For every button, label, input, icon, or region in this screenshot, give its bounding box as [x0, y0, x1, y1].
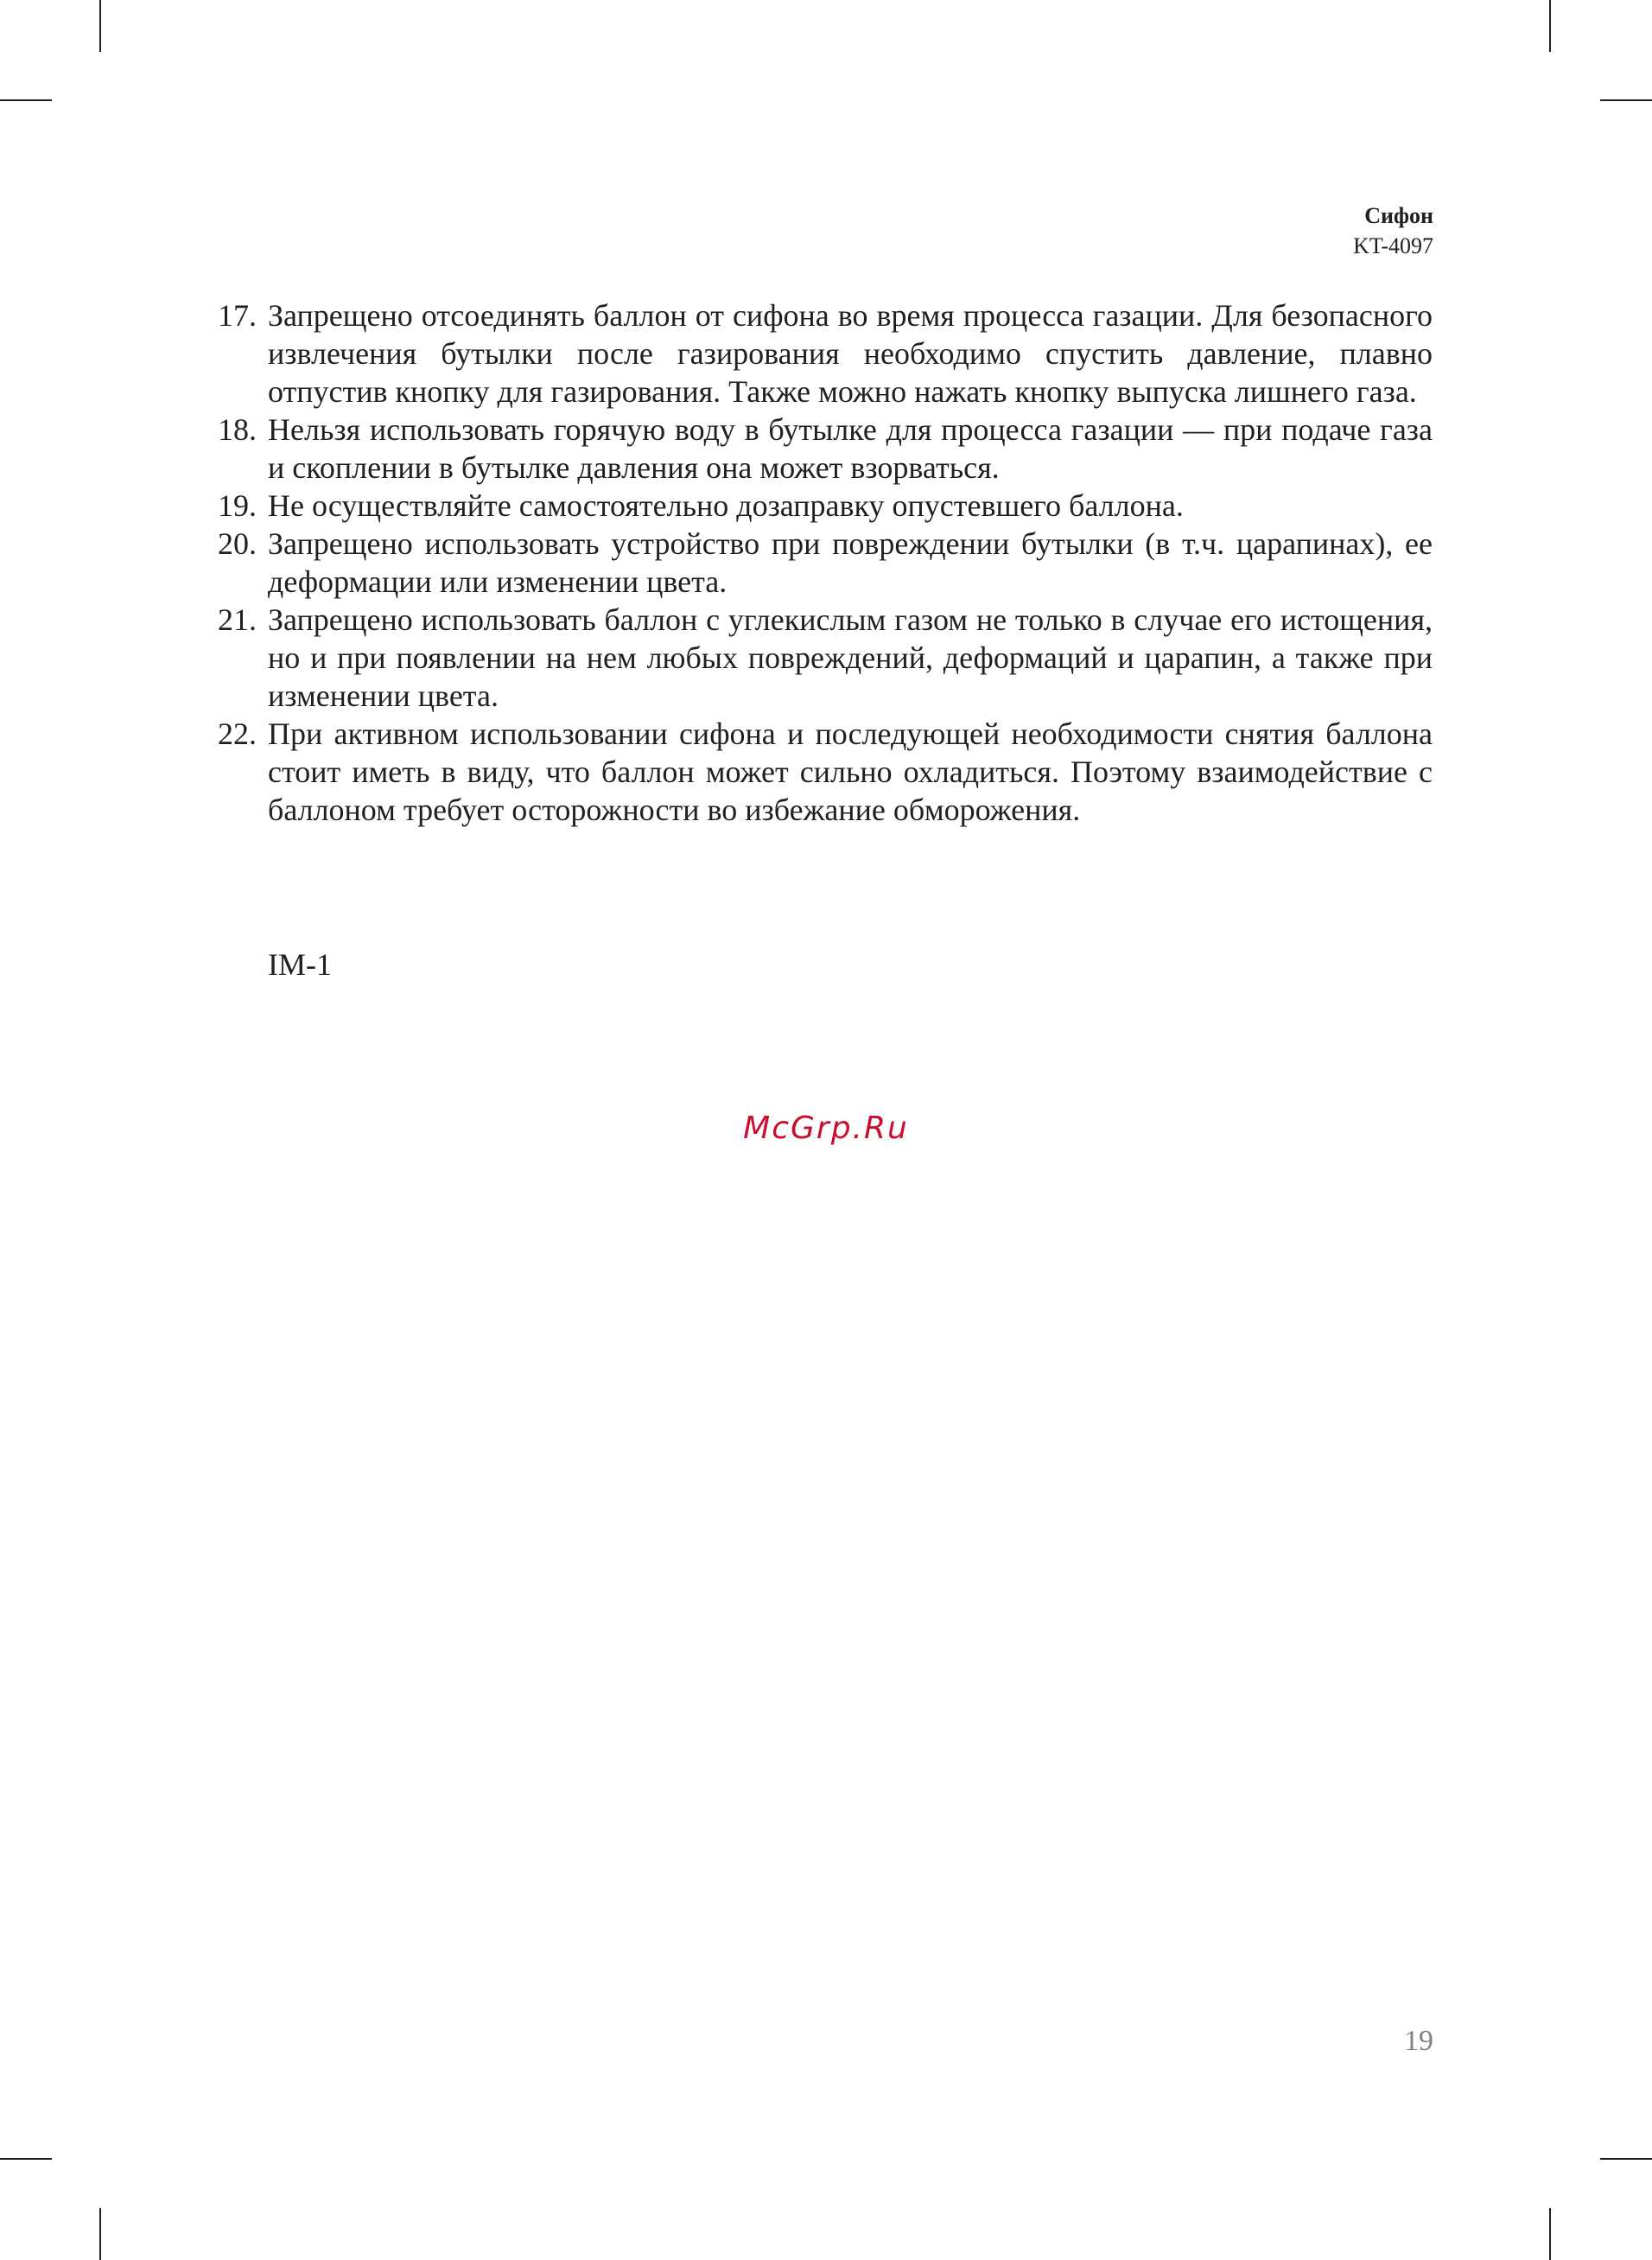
list-item-text: Запрещено использовать баллон с углекислым газом не только в случае его истощения, но и при появлении на нем любых повреждений, деформаций и царапин, а также при изменении цвета.: [268, 602, 1433, 713]
document-code: IM-1: [268, 947, 332, 982]
list-item-text: Запрещено отсоединять баллон от сифона во время процесса газации. Для безопасного извлечения бутылки после газирования необходимо спустить давление, плавно отпустив кнопку для газирования. Также можно нажать кнопку выпуска лишнего газа.: [268, 298, 1433, 409]
crop-mark-top-left: [99, 0, 101, 52]
page-number: 19: [1404, 2025, 1433, 2057]
list-item-text: При активном использовании сифона и последующей необходимости снятия баллона стоит иметь в виду, что баллон может сильно охладиться. Поэтому взаимодействие с баллоном требует осторожности во избежание обморожения.: [268, 716, 1433, 827]
list-item-number: 17.: [218, 298, 257, 333]
crop-mark-left-top: [0, 99, 52, 101]
crop-mark-left-bottom: [0, 2158, 52, 2160]
watermark: McGrp.Ru: [743, 1111, 909, 1146]
crop-mark-bottom-right: [1549, 2208, 1551, 2260]
crop-mark-right-top: [1600, 99, 1652, 101]
safety-instructions-list: [218, 296, 1433, 829]
header-model: KT-4097: [1353, 233, 1433, 258]
crop-mark-top-right: [1549, 0, 1551, 52]
list-item-text: Нельзя использовать горячую воду в бутылке для процесса газации — при подаче газа и скоплении в бутылке давления она может взорваться.: [268, 412, 1433, 485]
list-item-number: 20.: [218, 526, 257, 561]
header-title: Сифон: [1364, 203, 1433, 228]
list-item-number: 21.: [218, 602, 257, 637]
list-item: [218, 715, 1433, 829]
list-item-text: Запрещено использовать устройство при повреждении бутылки (в т.ч. царапинах), ее деформации или изменении цвета.: [268, 526, 1433, 599]
crop-mark-bottom-left: [99, 2208, 101, 2260]
running-header: [1353, 201, 1433, 261]
list-item: [218, 525, 1433, 601]
list-item: [218, 601, 1433, 715]
list-item: [218, 487, 1433, 525]
list-item: [218, 296, 1433, 411]
list-item-text: Не осуществляйте самостоятельно дозаправку опустевшего баллона.: [268, 488, 1184, 523]
crop-mark-right-bottom: [1600, 2158, 1652, 2160]
list-item-number: 22.: [218, 716, 257, 751]
list-item: [218, 411, 1433, 487]
list-item-number: 19.: [218, 488, 257, 523]
list-item-number: 18.: [218, 412, 257, 447]
